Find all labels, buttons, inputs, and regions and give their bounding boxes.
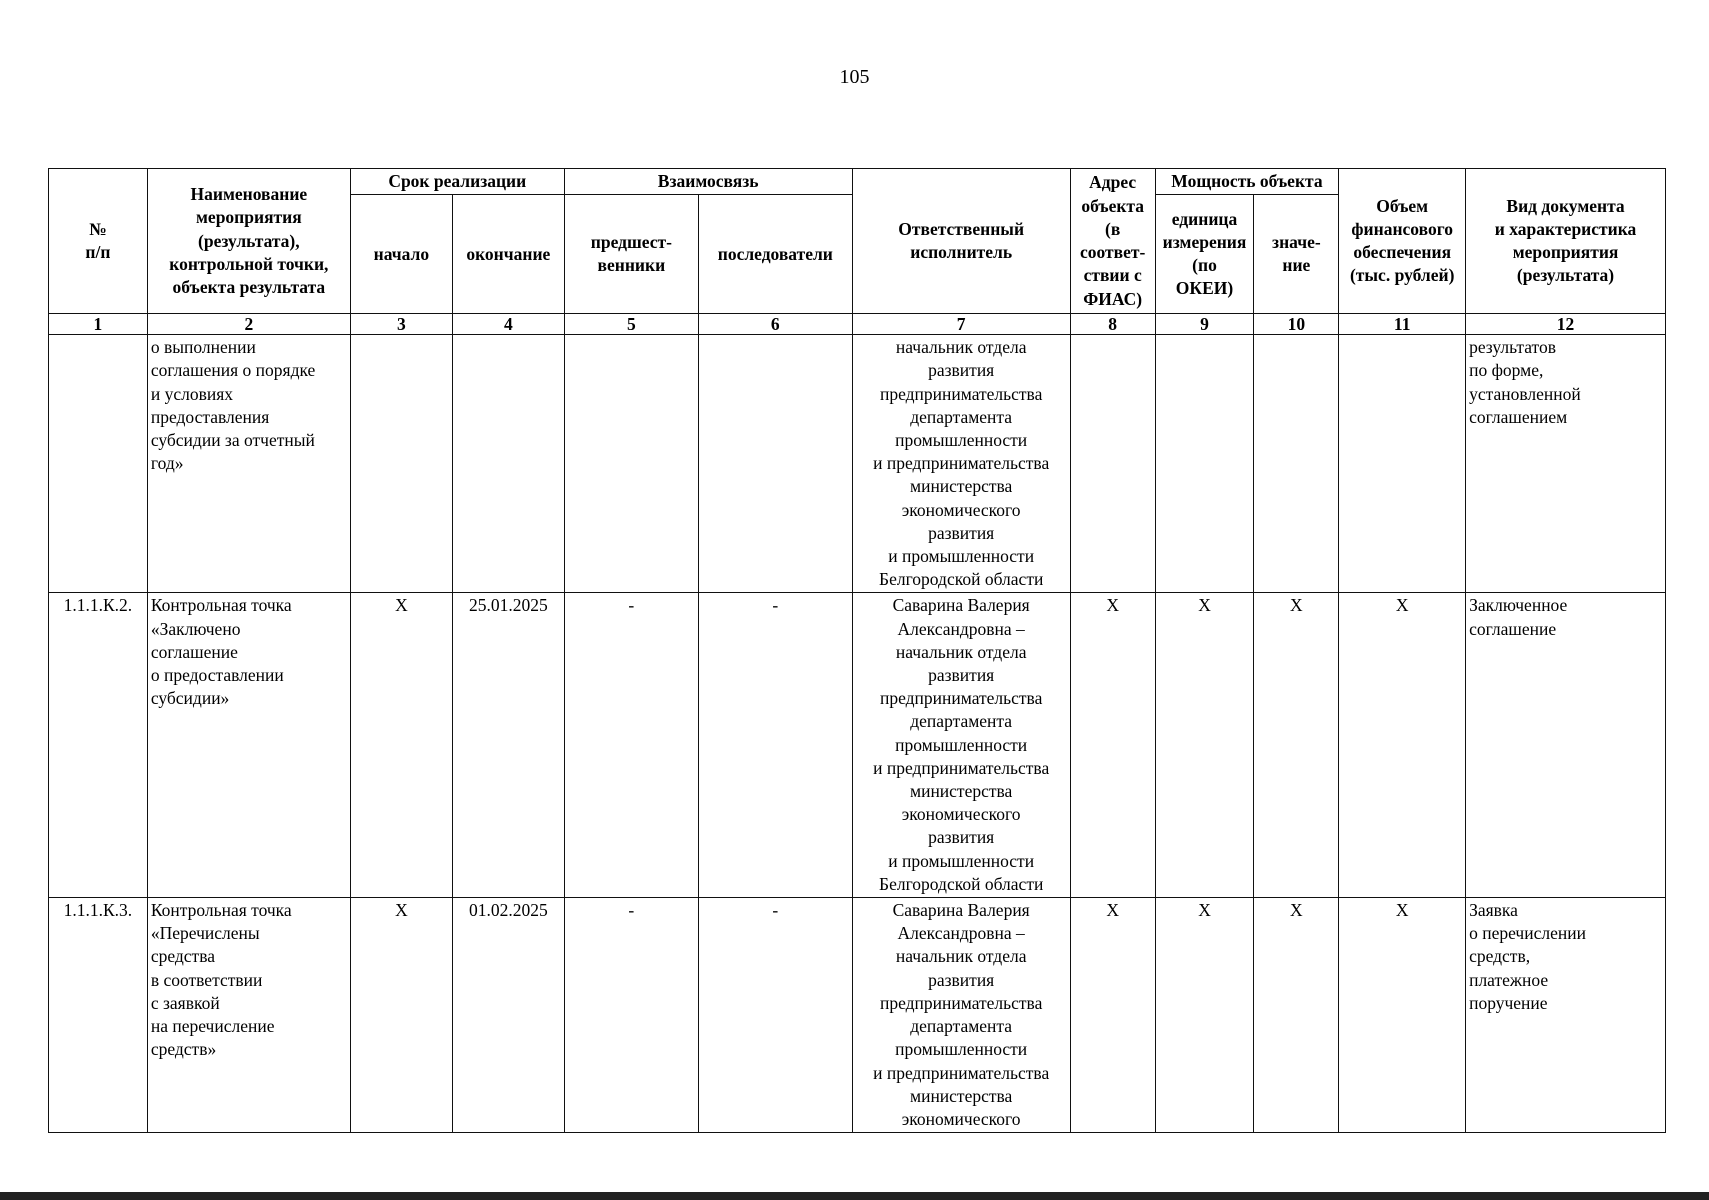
row-document: Заключенное соглашение [1466, 593, 1666, 898]
column-number: 7 [852, 314, 1070, 335]
row-document: Заявка о перечислении средств, платежное поручение [1466, 898, 1666, 1133]
row-predecessors: - [564, 898, 698, 1133]
row-value: X [1254, 593, 1339, 898]
column-number: 8 [1070, 314, 1155, 335]
page-number: 105 [839, 66, 870, 88]
row-responsible: Саварина Валерия Александровна – начальник отдела развития предпринимательства департамента промышленности и предпринимательства министерства экономического [852, 898, 1070, 1133]
table-row [49, 898, 1666, 1133]
row-value: X [1254, 898, 1339, 1133]
header-successors: последователи [698, 195, 852, 314]
row-number [49, 335, 148, 593]
row-predecessors [564, 335, 698, 593]
row-address: X [1070, 593, 1155, 898]
row-end: 25.01.2025 [452, 593, 564, 898]
column-number-row [49, 314, 1666, 335]
row-end: 01.02.2025 [452, 898, 564, 1133]
row-unit: X [1155, 898, 1254, 1133]
column-number: 9 [1155, 314, 1254, 335]
row-number: 1.1.1.К.3. [49, 898, 148, 1133]
row-start: X [350, 593, 452, 898]
column-number: 3 [350, 314, 452, 335]
column-number: 6 [698, 314, 852, 335]
row-predecessors: - [564, 593, 698, 898]
header-term-group: Срок реализации [350, 169, 564, 195]
row-successors [698, 335, 852, 593]
row-address [1070, 335, 1155, 593]
row-name: о выполнении соглашения о порядке и условиях предоставления субсидии за отчетный год» [147, 335, 350, 593]
header-unit: единица измерения (по ОКЕИ) [1155, 195, 1254, 314]
row-name: Контрольная точка «Заключено соглашение о предоставлении субсидии» [147, 593, 350, 898]
row-unit [1155, 335, 1254, 593]
header-name: Наименование мероприятия (результата), контрольной точки, объекта результата [147, 169, 350, 314]
table-row [49, 593, 1666, 898]
header-row-1 [49, 169, 1666, 195]
column-number: 10 [1254, 314, 1339, 335]
header-value: значе- ние [1254, 195, 1339, 314]
row-financing: X [1339, 898, 1466, 1133]
header-document: Вид документа и характеристика мероприятия (результата) [1466, 169, 1666, 314]
row-end [452, 335, 564, 593]
header-number: № п/п [49, 169, 148, 314]
row-number: 1.1.1.К.2. [49, 593, 148, 898]
row-responsible: начальник отдела развития предпринимательства департамента промышленности и предпринимательства министерства экономического развития и промышленности Белгородской области [852, 335, 1070, 593]
row-financing: X [1339, 593, 1466, 898]
row-address: X [1070, 898, 1155, 1133]
row-value [1254, 335, 1339, 593]
header-link-group: Взаимосвязь [564, 169, 852, 195]
header-responsible: Ответственный исполнитель [852, 169, 1070, 314]
row-start [350, 335, 452, 593]
plan-table [48, 168, 1666, 1133]
column-number: 11 [1339, 314, 1466, 335]
header-power-group: Мощность объекта [1155, 169, 1339, 195]
row-financing [1339, 335, 1466, 593]
row-unit: X [1155, 593, 1254, 898]
scan-bottom-edge [0, 1192, 1709, 1200]
row-responsible: Саварина Валерия Александровна – начальник отдела развития предпринимательства департамента промышленности и предпринимательства министерства экономического развития и промышленности Белгородской области [852, 593, 1070, 898]
row-successors: - [698, 593, 852, 898]
column-number: 2 [147, 314, 350, 335]
row-document: результатов по форме, установленной соглашением [1466, 335, 1666, 593]
column-number: 1 [49, 314, 148, 335]
header-end: окончание [452, 195, 564, 314]
column-number: 4 [452, 314, 564, 335]
header-start: начало [350, 195, 452, 314]
table-row [49, 335, 1666, 593]
header-address: Адрес объекта (в соответ- ствии с ФИАС) [1070, 169, 1155, 314]
header-predecessors: предшест- венники [564, 195, 698, 314]
column-number: 5 [564, 314, 698, 335]
row-name: Контрольная точка «Перечислены средства в соответствии с заявкой на перечисление средств» [147, 898, 350, 1133]
column-number: 12 [1466, 314, 1666, 335]
header-financing: Объем финансового обеспечения (тыс. рублей) [1339, 169, 1466, 314]
row-start: X [350, 898, 452, 1133]
row-successors: - [698, 898, 852, 1133]
